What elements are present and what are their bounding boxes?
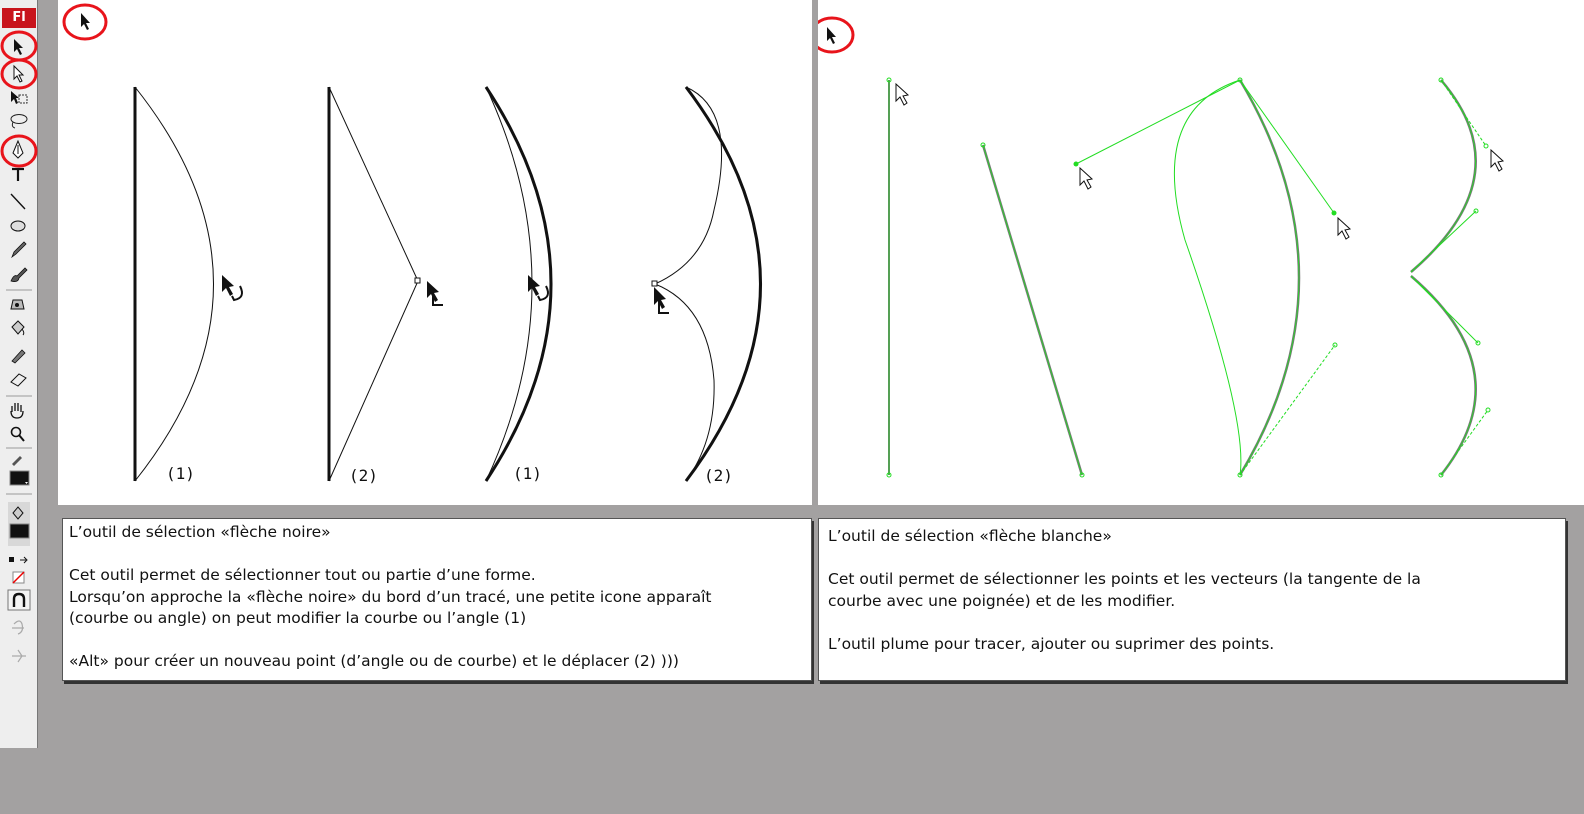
oval-tool-icon[interactable]: [11, 221, 25, 231]
curve-cursor-icon: [222, 275, 242, 300]
black-arrow-description: [62, 518, 812, 681]
path-double-curve: [1411, 78, 1490, 477]
figure-label: (1): [166, 464, 195, 483]
corner-cursor-icon-2: [654, 287, 669, 313]
description-line: Lorsqu’on approche la «flèche noire» du bord d’un tracé, une petite icone apparaît: [69, 587, 712, 606]
path-curve-with-handles: [1074, 78, 1338, 477]
snap-to-objects-icon[interactable]: [8, 590, 30, 610]
corner-cursor-icon: [427, 281, 443, 305]
fill-color-icon[interactable]: [8, 502, 30, 546]
brush-tool-icon[interactable]: [11, 268, 27, 282]
description-line: L’outil plume pour tracer, ajouter ou suprimer des points.: [828, 634, 1275, 653]
figure-curve-drag: [135, 87, 214, 481]
swap-colors-icon[interactable]: [9, 557, 27, 563]
figure-label: (2): [704, 466, 733, 485]
right-stage-canvas[interactable]: [818, 0, 1584, 505]
hand-tool-icon[interactable]: [11, 403, 23, 418]
white-cursor-icon-3: [1338, 218, 1350, 239]
figure-new-corner-point: [652, 87, 761, 481]
figure-label: (2): [349, 466, 378, 485]
flash-logo: Fl: [2, 8, 36, 28]
zoom-tool-icon[interactable]: [12, 428, 25, 442]
white-cursor-icon: [896, 84, 908, 105]
description-title: L’outil de sélection «flèche noire»: [69, 523, 331, 541]
description-line: Cet outil permet de sélectionner les points et les vecteurs (la tangente de la: [828, 570, 1421, 588]
white-arrow-indicator-icon: [818, 18, 853, 52]
white-cursor-icon-2: [1080, 168, 1092, 189]
lasso-tool-icon[interactable]: [11, 115, 27, 129]
subselection-tool-icon[interactable]: [14, 66, 23, 82]
line-tool-icon[interactable]: [11, 194, 25, 209]
figure-corner-drag: [329, 87, 420, 481]
selection-tool-icon[interactable]: [14, 39, 23, 55]
text-tool-icon[interactable]: [12, 169, 24, 181]
pen-tool-icon[interactable]: [13, 141, 23, 158]
eyedropper-tool-icon[interactable]: [12, 350, 25, 363]
left-stage-canvas[interactable]: [58, 0, 812, 505]
no-color-icon[interactable]: [13, 572, 24, 583]
black-arrow-indicator-icon: [64, 5, 106, 39]
white-arrow-description: [818, 518, 1566, 681]
tools-panel: [0, 0, 38, 748]
description-line: courbe avec une poignée) et de les modifier.: [828, 591, 1176, 610]
stroke-color-icon[interactable]: [10, 456, 29, 485]
description-title: L’outil de sélection «flèche blanche»: [828, 527, 1112, 545]
paint-bucket-tool-icon[interactable]: [12, 321, 24, 335]
path-diagonal-line: [981, 143, 1084, 477]
straighten-icon[interactable]: [12, 650, 26, 662]
white-cursor-icon-4: [1491, 150, 1503, 171]
description-line: Cet outil permet de sélectionner tout ou partie d’une forme.: [69, 566, 536, 584]
eraser-tool-icon[interactable]: [11, 374, 26, 386]
path-vertical-line: [887, 78, 891, 477]
curve-cursor-icon-2: [528, 275, 548, 300]
smooth-icon[interactable]: [12, 621, 24, 634]
figure-label: (1): [513, 464, 542, 483]
figure-new-curve-point: [486, 87, 551, 481]
free-transform-tool-icon[interactable]: [11, 91, 27, 104]
description-line: (courbe ou angle) on peut modifier la courbe ou l’angle (1): [69, 609, 527, 627]
description-line: «Alt» pour créer un nouveau point (d’angle ou de courbe) et le déplacer (2) ))): [69, 652, 679, 670]
ink-bottle-tool-icon[interactable]: [11, 300, 24, 309]
pencil-tool-icon[interactable]: [12, 242, 26, 257]
